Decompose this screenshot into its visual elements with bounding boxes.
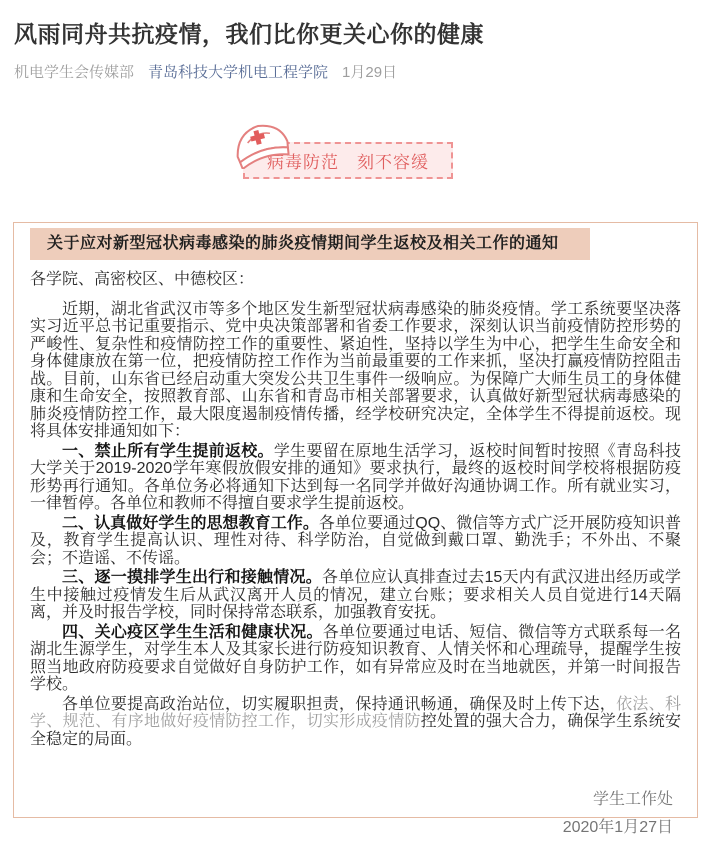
notice-document	[13, 222, 698, 836]
article-page	[0, 19, 711, 841]
signature-date: 2020年1月27日	[562, 819, 673, 836]
publish-date: 1月29日	[342, 64, 398, 81]
notice-paragraph-item4	[30, 624, 681, 694]
author-name: 机电学生会传媒部	[14, 64, 135, 81]
paragraph-text: 近期，湖北省武汉市等多个地区发生新型冠状病毒感染的肺炎疫情。学工系统要坚决落实习近平总书记重要指示、党中央决策部署和省委工作要求，深刻认识当前疫情防控形势的严峻性、复杂性和疫情防控工作的重要性、紧迫性，坚持以学生为中心，把学生生命安全和身体健康放在第一位，把疫情防控工作作为当前最重要的工作来抓，坚决打赢疫情防控阻击战。目前，山东省已经启动重大突发公共卫生事件一级响应。为保障广大师生员工的身体健康和生命安全，按照教育部、山东省和青岛市相关部署要求，认真做好新型冠状病毒感染的肺炎疫情防控工作，最大限度遏制疫情传播，经学校研究决定，全体学生不得提前返校。现将具体安排通知如下：	[30, 300, 681, 440]
paragraph-lead: 三、逐一摸排学生出行和接触情况。	[62, 569, 322, 586]
page-title: 风雨同舟共抗疫情，我们比你更关心你的健康	[14, 21, 484, 47]
notice-paragraph-item1	[30, 443, 681, 513]
signature-block	[30, 786, 681, 842]
paragraph-text: 各单位要通过QQ、微信等方式广泛开展防疫知识普及，教育学生提高认识、理性对待、科学防治，自觉做到戴口罩、勤洗手；不外出、不聚会；不造谣、不传谣。	[30, 514, 681, 567]
paragraph-text: 各单位要提高政治站位，切实履职担责，保持通讯畅通，确保及时上传下达，	[62, 695, 617, 713]
notice-paragraph-item2	[30, 515, 681, 568]
notice-salutation: 各学院、高密校区、中德校区：	[30, 271, 255, 288]
paragraph-gray-text: 依法、科学、规范、有序地做好疫情防控工作，切实形成疫情防	[30, 695, 681, 730]
virus-prevention-badge	[0, 117, 711, 189]
notice-paragraph-closing	[30, 696, 681, 749]
paragraph-lead: 一、禁止所有学生提前返校。	[62, 442, 274, 460]
nurse-cap-icon	[226, 117, 294, 174]
paragraph-tail-text: 控处置的强大合力，确保学生系统安全稳定的局面。	[30, 713, 681, 748]
byline	[14, 62, 697, 83]
paragraph-text: 各单位要通过电话、短信、微信等方式联系每一名湖北生源学生，对学生本人及其家长进行防疫知识教育、人情关怀和心理疏导，提醒学生按照当地政府防疫要求自觉做好自身防护工作，如有异常应及时在当地就医，并第一时间报告学校。	[30, 623, 681, 693]
signature-department: 学生工作处	[592, 791, 673, 808]
paragraph-text: 各单位应认真排查过去15天内有武汉进出经历或学生中接触过疫情发生后从武汉离开人员的情况，建立台账；要求相关人员自觉进行14天隔离，并及时报告学校，同时保持常态联系，加强教育安抚。	[30, 569, 681, 621]
paragraph-lead: 四、关心疫区学生生活和健康状况。	[62, 623, 323, 641]
notice-paragraph-intro	[30, 301, 681, 441]
notice-paragraph-item3	[30, 569, 681, 622]
official-account-link[interactable]: 青岛科技大学机电工程学院	[148, 64, 329, 81]
badge-text: 病毒防范 刻不容缓	[267, 153, 429, 172]
paragraph-lead: 二、认真做好学生的思想教育工作。	[62, 514, 319, 532]
notice-title: 关于应对新型冠状病毒感染的肺炎疫情期间学生返校及相关工作的通知	[30, 228, 590, 260]
paragraph-text: 学生要留在原地生活学习，返校时间暂时按照《青岛科技大学关于2019-2020学年寒假放假安排的通知》要求执行，最终的返校时间学校将根据防疫形势再行通知。各单位务必将通知下达到每一名同学并做好沟通协调工作。所有就业实习，一律暂停。各单位和教师不得擅自要求学生提前返校。	[30, 442, 681, 512]
